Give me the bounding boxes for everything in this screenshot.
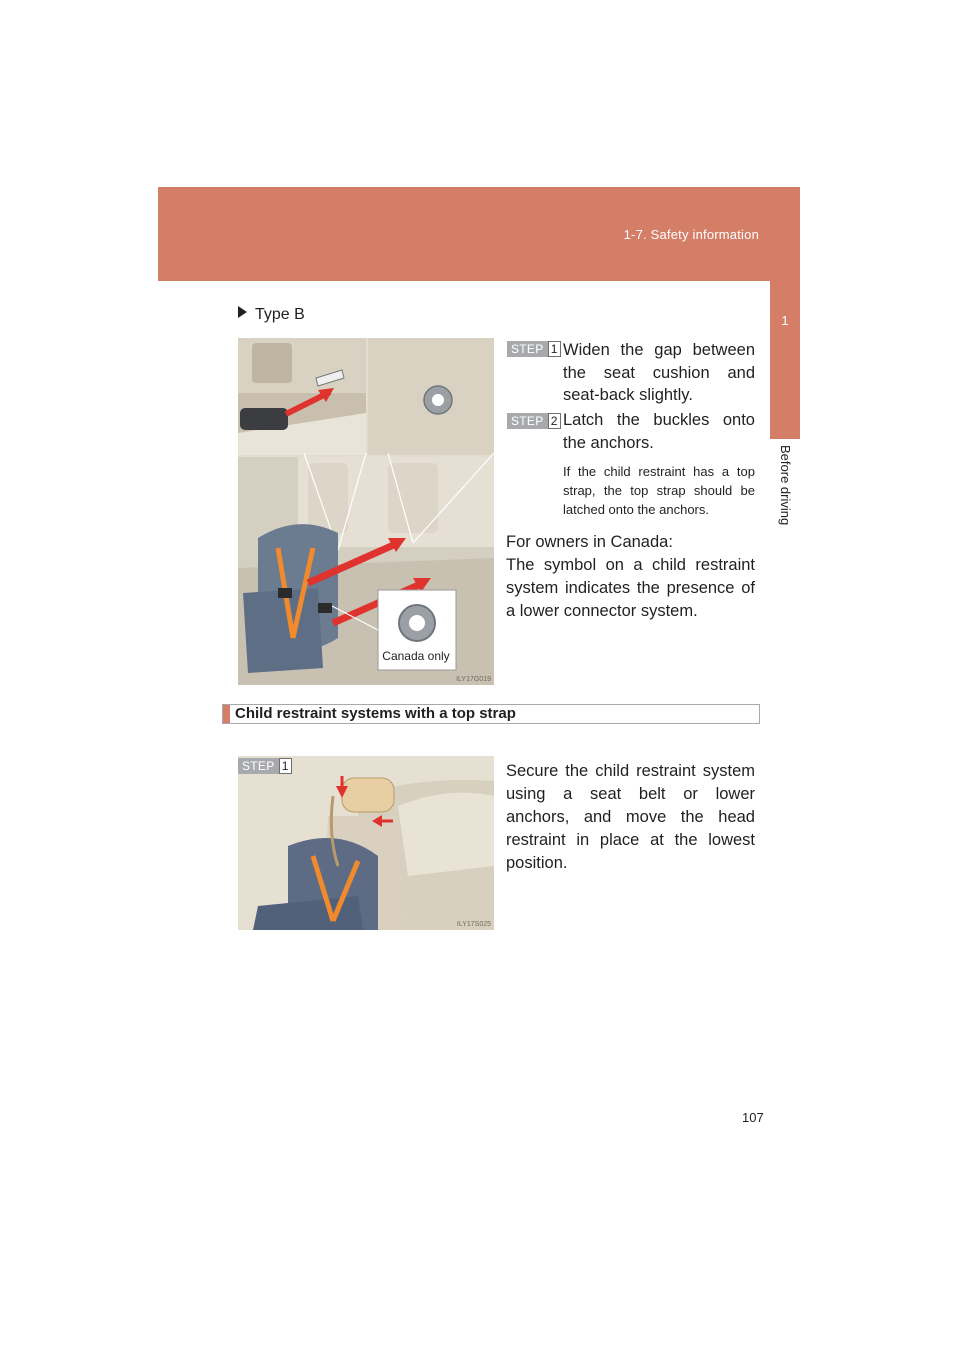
- canada-body: The symbol on a child restraint system indicates the presence of a lower connector system.: [506, 556, 755, 620]
- chapter-label-container: [770, 445, 800, 595]
- step-1-text: Widen the gap between the seat cushion and seat-back slightly.: [563, 341, 755, 404]
- step-word: STEP: [238, 758, 279, 774]
- step-2-text: Latch the buckles onto the anchors.: [563, 411, 755, 452]
- canada-heading: For owners in Canada:: [506, 533, 673, 551]
- step-number: 1: [548, 341, 561, 357]
- step-word: STEP: [507, 341, 548, 357]
- type-heading: [238, 306, 305, 324]
- type-heading-text: Type B: [255, 306, 305, 323]
- top-strap-note: If the child restraint has a top strap, the top strap should be latched onto the anchors.: [563, 464, 755, 517]
- header-band: [158, 187, 800, 281]
- section-header: [222, 704, 760, 724]
- chapter-tab: [770, 281, 800, 439]
- figure-code: ILY17S025: [456, 921, 491, 928]
- section-title: 1-7. Safety information: [623, 227, 759, 242]
- figure-top-strap: [238, 756, 494, 930]
- top-strap-step-text: Secure the child restraint system using a seat belt or lower anchors, and move the head restraint in place at the lowest position.: [506, 762, 755, 872]
- step-word: STEP: [507, 413, 548, 429]
- canada-paragraph: [506, 531, 755, 623]
- top-strap-step-badge: [238, 758, 292, 774]
- figure-lower-anchors-illustration: [238, 338, 494, 685]
- figure-lower-anchors: [238, 338, 494, 685]
- canada-only-label: Canada only: [382, 649, 450, 663]
- figure-top-strap-illustration: [238, 756, 494, 930]
- chapter-label: Before driving: [778, 445, 793, 526]
- section-header-title: Child restraint systems with a top strap: [235, 705, 516, 722]
- figure-code: ILY17G019: [456, 676, 491, 683]
- step-2-badge: [507, 413, 561, 429]
- step-number: 1: [279, 758, 292, 774]
- triangle-bullet-icon: [238, 306, 247, 318]
- page-number: 107: [742, 1110, 764, 1125]
- step-number: 2: [548, 413, 561, 429]
- step-1-badge: [507, 341, 561, 357]
- section-header-accent: [223, 705, 230, 723]
- chapter-number: 1: [781, 313, 789, 328]
